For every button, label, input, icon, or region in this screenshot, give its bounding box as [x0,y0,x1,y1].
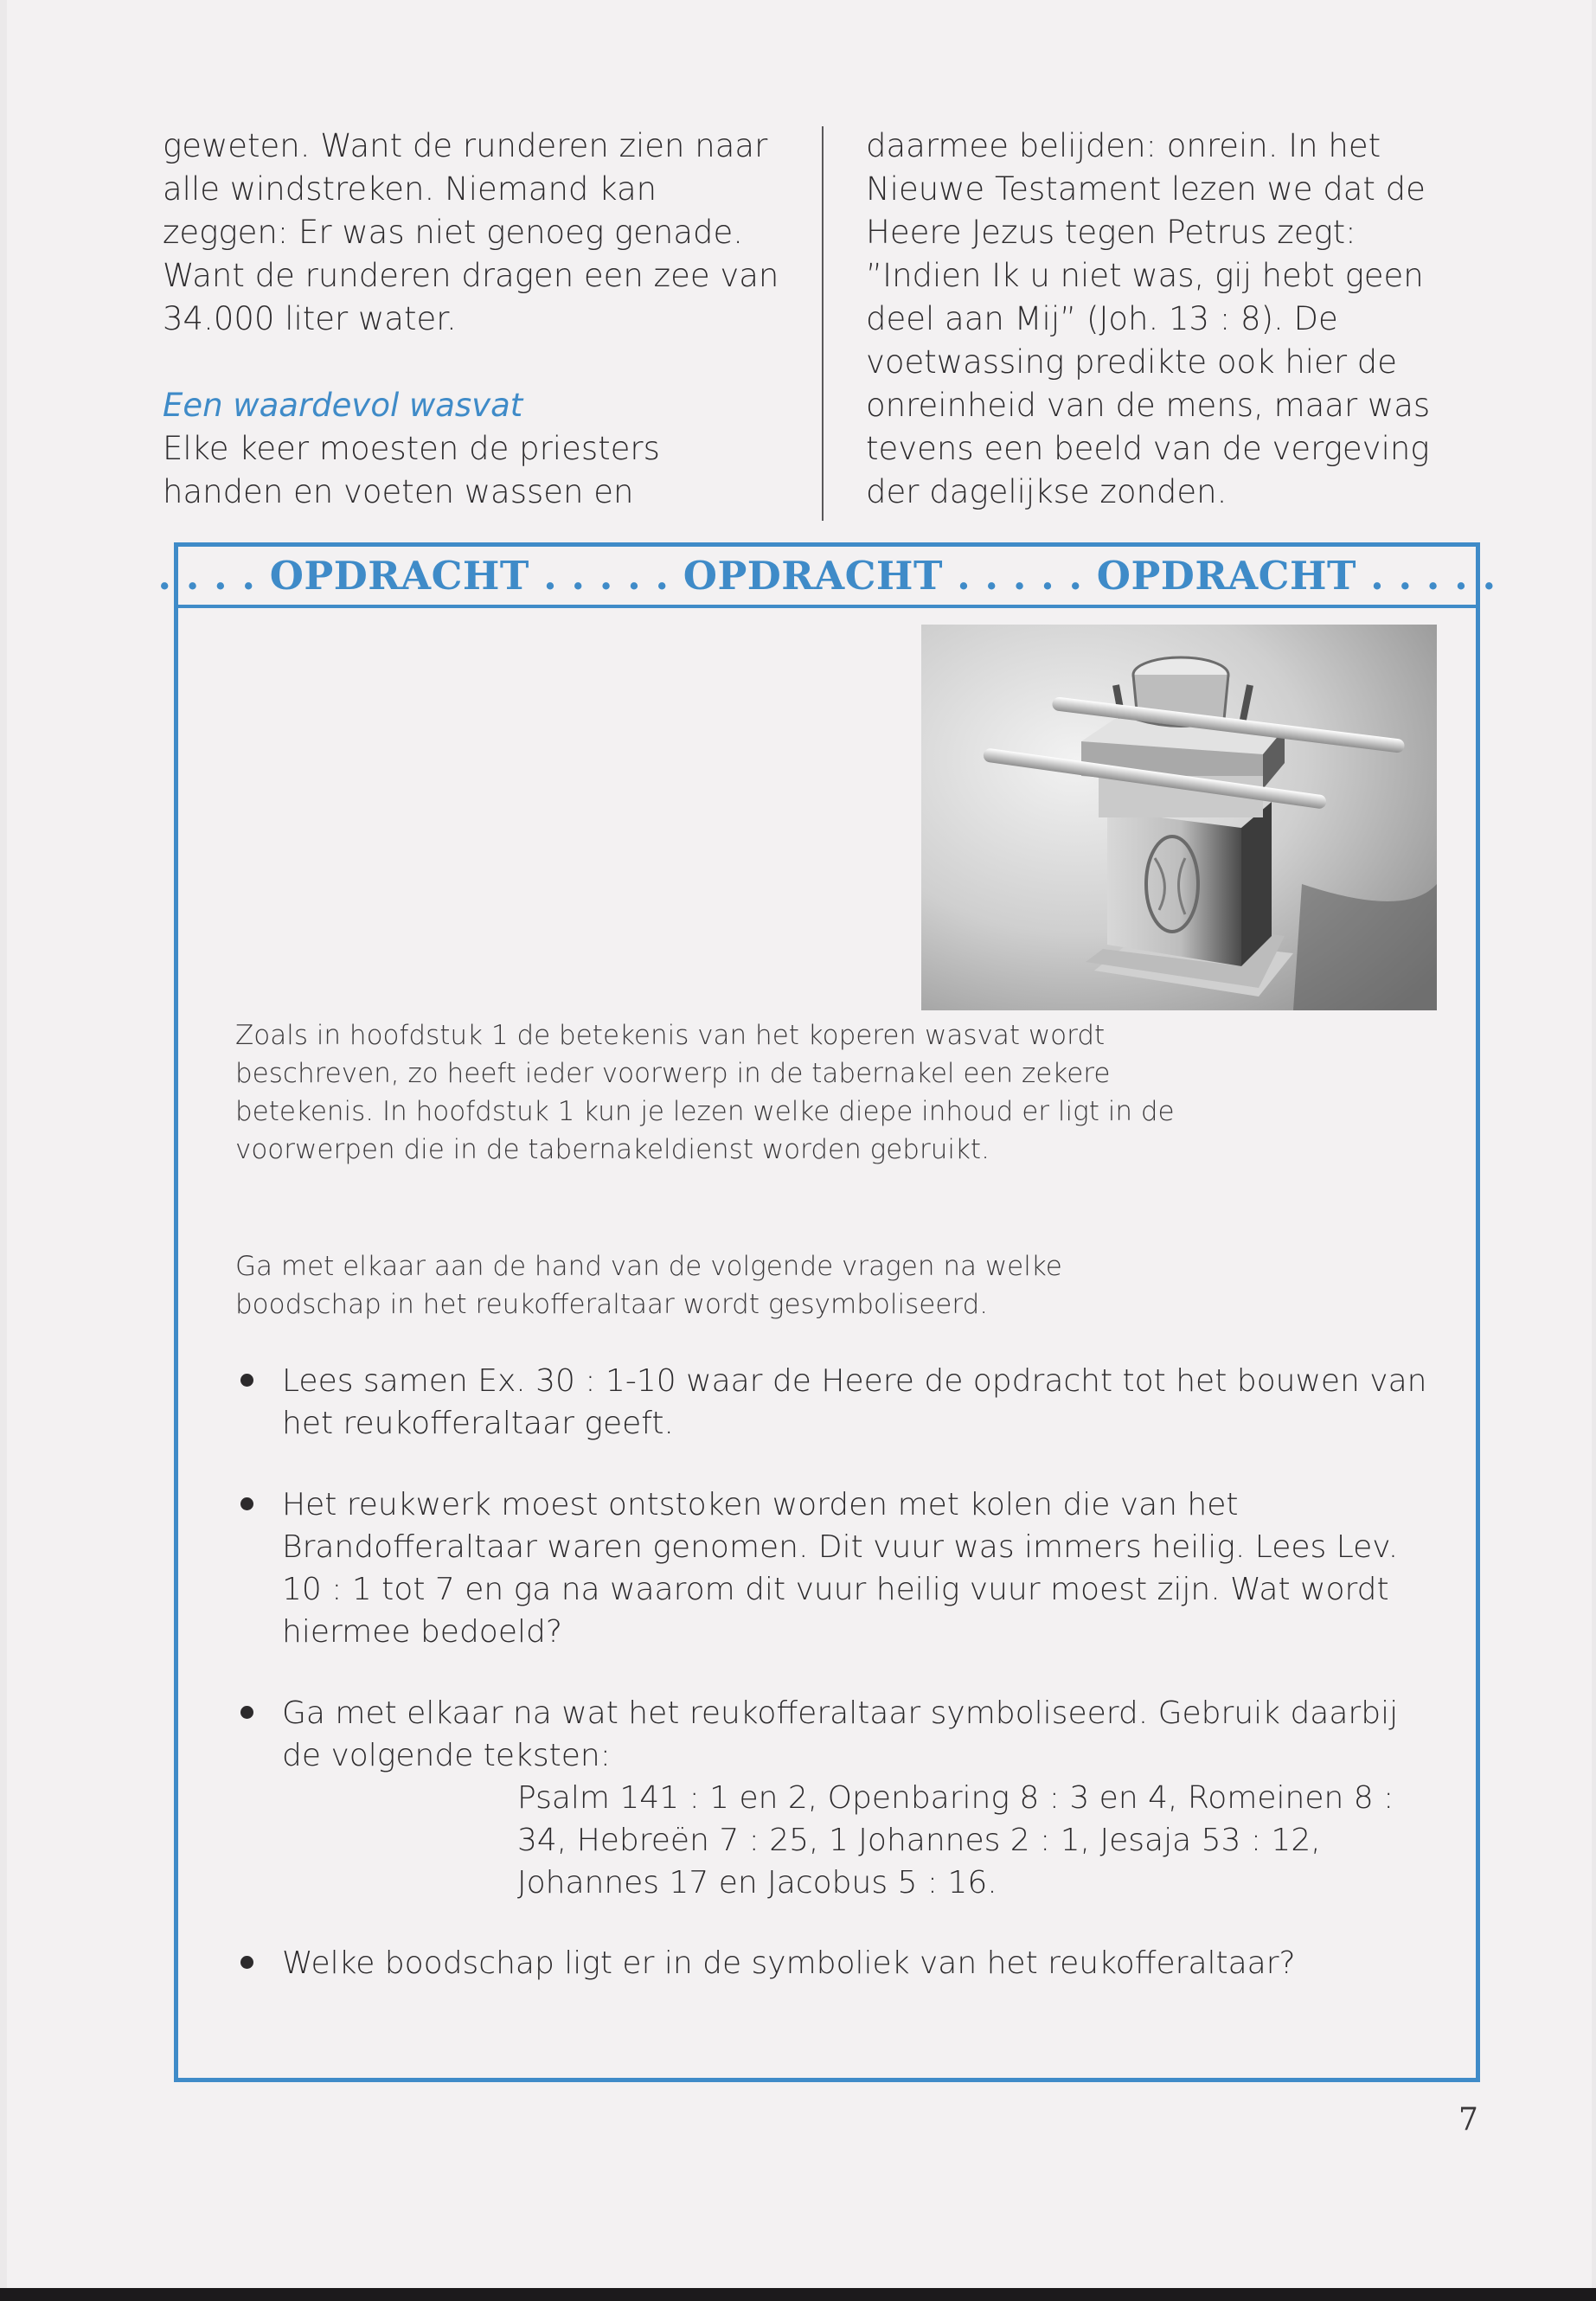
left-paragraph-1: geweten. Want de runderen zien naar alle windstreken. Niemand kan zeggen: Er was niet genoeg genade. Want de runderen dragen een zee van 34.000 liter water. [163,127,779,337]
assignment-intro-2 [235,1247,1204,1324]
bullet-icon [240,1497,253,1510]
assignment-intro-1 [235,1016,1204,1169]
list-item-text: Het reukwerk moest ontstoken worden met kolen die van het Brandofferaltaar waren genomen. Dit vuur was immers heilig. Lees Lev. 10 : 1 tot 7 en ga na waarom dit vuur heilig vuur moest zijn. Wat wordt hiermee bedoeld? [282,1487,1399,1650]
bible-references: Psalm 141 : 1 en 2, Openbaring 8 : 3 en 4, Romeinen 8 : 34, Hebreën 7 : 25, 1 Johannes 2 : 1, Jesaja 53 : 12, Johannes 17 en Jacobus 5 : 16. [517,1780,1394,1900]
page-number: 7 [1458,2102,1478,2138]
subheading-wasvat: Een waardevol wasvat [163,387,523,424]
assignment-box [157,542,1497,2082]
column-divider [822,126,824,521]
question-list [230,1360,1441,1984]
list-item-text: Ga met elkaar na wat het reukofferaltaar symboliseerd. Gebruik daarbij de volgende teksten: [282,1695,1399,1773]
right-column [866,125,1471,514]
list-item [230,1360,1441,1445]
incense-altar-photo [921,625,1437,1010]
right-paragraph: daarmee belijden: onrein. In het Nieuwe Testament lezen we dat de Heere Jezus tegen Petrus zegt: ”Indien Ik u niet was, gij hebt geen deel aan Mij” (Joh. 13 : 8). De voetwassing predikte ook hier de onreinheid van de mens, maar was tevens een beeld van de vergeving der dagelijkse zonden. [866,127,1431,510]
bullet-icon [240,1956,253,1969]
list-item [230,1692,1441,1904]
list-item-text: Welke boodschap ligt er in de symboliek van het reukofferaltaar? [282,1945,1296,1981]
left-column [163,125,785,514]
left-paragraph-2: Elke keer moesten de priesters handen en voeten wassen en [163,430,660,510]
list-item-text: Lees samen Ex. 30 : 1-10 waar de Heere de opdracht tot het bouwen van het reukofferaltaar geeft. [282,1363,1427,1441]
list-item [230,1484,1441,1653]
bullet-icon [240,1706,253,1719]
bullet-icon [240,1374,253,1387]
list-item [230,1942,1441,1984]
intro-text-2: Ga met elkaar aan de hand van de volgende vragen na welke boodschap in het reukofferaltaar wordt gesymboliseerd. [235,1251,1062,1320]
page [7,0,1592,2288]
assignment-header: . . . . OPDRACHT . . . . . OPDRACHT . . . . . OPDRACHT . . . . . [178,547,1476,608]
scan-bottom-edge [0,2288,1596,2301]
intro-text-1: Zoals in hoofdstuk 1 de betekenis van het koperen wasvat wordt beschreven, zo heeft ieder voorwerp in de tabernakel een zekere betekenis. In hoofdstuk 1 kun je lezen welke diepe inhoud er ligt in de voorwerpen die in de tabernakeldienst worden gebruikt. [235,1020,1175,1165]
